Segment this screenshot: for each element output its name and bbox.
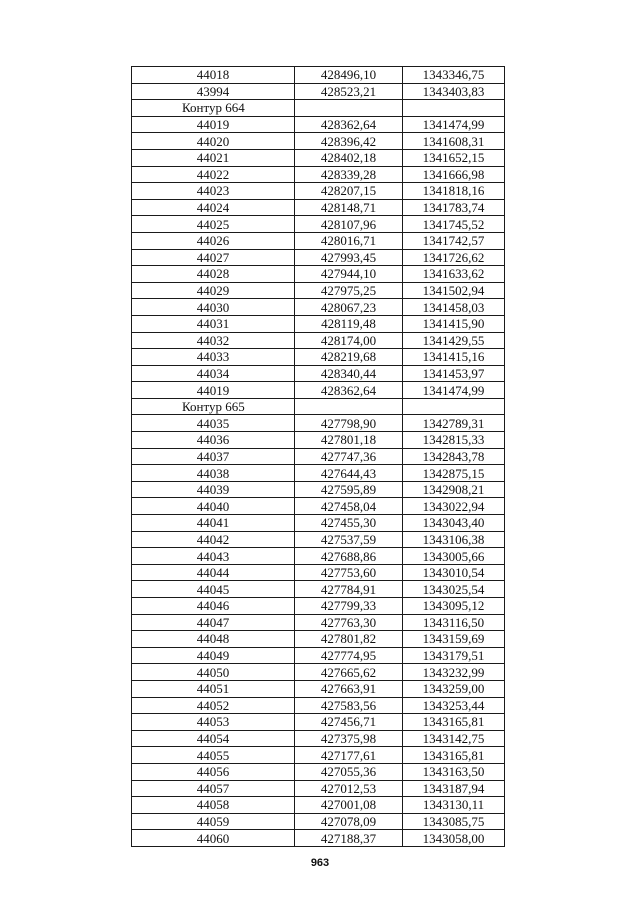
x-coordinate-cell [295,100,403,117]
x-coordinate-cell [295,398,403,415]
table-row [132,332,505,349]
y-coordinate-cell: 1342875,15 [403,465,505,482]
point-number-cell: 44056 [132,763,295,780]
point-number-cell: 44021 [132,149,295,166]
table-row [132,531,505,548]
y-coordinate-cell: 1343187,94 [403,780,505,797]
point-number-cell: 44060 [132,830,295,847]
point-number-cell: 44043 [132,548,295,565]
x-coordinate-cell: 427665,62 [295,664,403,681]
table-row [132,813,505,830]
x-coordinate-cell: 427456,71 [295,714,403,731]
table-row [132,149,505,166]
point-number-cell: 44057 [132,780,295,797]
table-row [132,465,505,482]
y-coordinate-cell: 1343022,94 [403,498,505,515]
y-coordinate-cell: 1343043,40 [403,515,505,532]
coordinates-table-body [132,67,505,847]
x-coordinate-cell: 427595,89 [295,481,403,498]
contour-label-cell: Контур 664 [132,100,295,117]
y-coordinate-cell: 1342843,78 [403,448,505,465]
x-coordinate-cell: 428523,21 [295,83,403,100]
x-coordinate-cell: 427001,08 [295,797,403,814]
y-coordinate-cell: 1343159,69 [403,631,505,648]
point-number-cell: 44034 [132,365,295,382]
x-coordinate-cell: 427644,43 [295,465,403,482]
y-coordinate-cell: 1341415,16 [403,349,505,366]
x-coordinate-cell: 428016,71 [295,232,403,249]
point-number-cell: 44053 [132,714,295,731]
point-number-cell: 44047 [132,614,295,631]
y-coordinate-cell: 1343025,54 [403,581,505,598]
point-number-cell: 44026 [132,232,295,249]
y-coordinate-cell: 1341633,62 [403,266,505,283]
x-coordinate-cell: 427537,59 [295,531,403,548]
point-number-cell: 44030 [132,299,295,316]
point-number-cell: 43994 [132,83,295,100]
x-coordinate-cell: 427583,56 [295,697,403,714]
x-coordinate-cell: 427944,10 [295,266,403,283]
table-row [132,631,505,648]
y-coordinate-cell: 1341453,97 [403,365,505,382]
table-row [132,315,505,332]
point-number-cell: 44025 [132,216,295,233]
point-number-cell: 44050 [132,664,295,681]
y-coordinate-cell: 1343085,75 [403,813,505,830]
y-coordinate-cell: 1343106,38 [403,531,505,548]
table-row [132,282,505,299]
table-row [132,349,505,366]
x-coordinate-cell: 428219,68 [295,349,403,366]
table-row [132,365,505,382]
point-number-cell: 44058 [132,797,295,814]
table-row [132,581,505,598]
point-number-cell: 44046 [132,598,295,615]
table-row [132,498,505,515]
x-coordinate-cell: 427774,95 [295,647,403,664]
x-coordinate-cell: 427798,90 [295,415,403,432]
table-row [132,166,505,183]
point-number-cell: 44027 [132,249,295,266]
point-number-cell: 44041 [132,515,295,532]
x-coordinate-cell: 428148,71 [295,199,403,216]
x-coordinate-cell: 427458,04 [295,498,403,515]
point-number-cell: 44037 [132,448,295,465]
table-row [132,680,505,697]
point-number-cell: 44052 [132,697,295,714]
table-row [132,232,505,249]
table-row [132,481,505,498]
table-row [132,564,505,581]
point-number-cell: 44044 [132,564,295,581]
point-number-cell: 44028 [132,266,295,283]
table-row [132,763,505,780]
x-coordinate-cell: 428207,15 [295,183,403,200]
y-coordinate-cell: 1342815,33 [403,432,505,449]
point-number-cell: 44059 [132,813,295,830]
table-row [132,515,505,532]
x-coordinate-cell: 427784,91 [295,581,403,598]
x-coordinate-cell: 428339,28 [295,166,403,183]
table-row [132,249,505,266]
x-coordinate-cell: 427753,60 [295,564,403,581]
y-coordinate-cell: 1341652,15 [403,149,505,166]
x-coordinate-cell: 427078,09 [295,813,403,830]
point-number-cell: 44019 [132,382,295,399]
x-coordinate-cell: 428067,23 [295,299,403,316]
table-row [132,664,505,681]
y-coordinate-cell: 1341608,31 [403,133,505,150]
point-number-cell: 44029 [132,282,295,299]
x-coordinate-cell: 427688,86 [295,548,403,565]
point-number-cell: 44022 [132,166,295,183]
y-coordinate-cell: 1343179,51 [403,647,505,664]
y-coordinate-cell: 1343232,99 [403,664,505,681]
y-coordinate-cell: 1341429,55 [403,332,505,349]
x-coordinate-cell: 427188,37 [295,830,403,847]
y-coordinate-cell: 1341474,99 [403,116,505,133]
table-row [132,747,505,764]
table-row [132,797,505,814]
y-coordinate-cell: 1343142,75 [403,730,505,747]
x-coordinate-cell: 427177,61 [295,747,403,764]
x-coordinate-cell: 427747,36 [295,448,403,465]
table-row [132,199,505,216]
x-coordinate-cell: 427455,30 [295,515,403,532]
x-coordinate-cell: 427012,53 [295,780,403,797]
table-row [132,697,505,714]
page-number: 963 [310,857,330,869]
point-number-cell: 44018 [132,67,295,84]
x-coordinate-cell: 427801,82 [295,631,403,648]
table-row [132,780,505,797]
point-number-cell: 44035 [132,415,295,432]
table-row [132,598,505,615]
table-row [132,133,505,150]
point-number-cell: 44033 [132,349,295,366]
y-coordinate-cell: 1341474,99 [403,382,505,399]
x-coordinate-cell: 427799,33 [295,598,403,615]
x-coordinate-cell: 428402,18 [295,149,403,166]
table-row [132,548,505,565]
y-coordinate-cell: 1341726,62 [403,249,505,266]
point-number-cell: 44054 [132,730,295,747]
y-coordinate-cell: 1341783,74 [403,199,505,216]
point-number-cell: 44039 [132,481,295,498]
y-coordinate-cell: 1341742,57 [403,232,505,249]
y-coordinate-cell: 1341818,16 [403,183,505,200]
x-coordinate-cell: 427801,18 [295,432,403,449]
x-coordinate-cell: 428119,48 [295,315,403,332]
x-coordinate-cell: 428362,64 [295,382,403,399]
contour-header-row [132,100,505,117]
y-coordinate-cell: 1343163,50 [403,763,505,780]
y-coordinate-cell [403,100,505,117]
y-coordinate-cell: 1343403,83 [403,83,505,100]
table-row [132,266,505,283]
x-coordinate-cell: 428496,10 [295,67,403,84]
table-row [132,432,505,449]
y-coordinate-cell: 1341745,52 [403,216,505,233]
point-number-cell: 44036 [132,432,295,449]
point-number-cell: 44023 [132,183,295,200]
y-coordinate-cell: 1343259,00 [403,680,505,697]
y-coordinate-cell: 1342789,31 [403,415,505,432]
x-coordinate-cell: 427763,30 [295,614,403,631]
y-coordinate-cell: 1343116,50 [403,614,505,631]
x-coordinate-cell: 428396,42 [295,133,403,150]
point-number-cell: 44040 [132,498,295,515]
x-coordinate-cell: 427055,36 [295,763,403,780]
table-row [132,183,505,200]
y-coordinate-cell: 1343165,81 [403,747,505,764]
y-coordinate-cell: 1343165,81 [403,714,505,731]
point-number-cell: 44045 [132,581,295,598]
y-coordinate-cell: 1341502,94 [403,282,505,299]
x-coordinate-cell: 428107,96 [295,216,403,233]
point-number-cell: 44042 [132,531,295,548]
contour-label-cell: Контур 665 [132,398,295,415]
point-number-cell: 44055 [132,747,295,764]
x-coordinate-cell: 428362,64 [295,116,403,133]
y-coordinate-cell: 1343130,11 [403,797,505,814]
table-row [132,83,505,100]
table-row [132,216,505,233]
point-number-cell: 44038 [132,465,295,482]
y-coordinate-cell: 1343346,75 [403,67,505,84]
y-coordinate-cell: 1342908,21 [403,481,505,498]
table-row [132,714,505,731]
y-coordinate-cell: 1343253,44 [403,697,505,714]
point-number-cell: 44024 [132,199,295,216]
x-coordinate-cell: 427975,25 [295,282,403,299]
y-coordinate-cell: 1343010,54 [403,564,505,581]
table-row [132,67,505,84]
table-row [132,448,505,465]
x-coordinate-cell: 427993,45 [295,249,403,266]
table-row [132,382,505,399]
table-row [132,614,505,631]
y-coordinate-cell: 1343005,66 [403,548,505,565]
point-number-cell: 44048 [132,631,295,648]
point-number-cell: 44031 [132,315,295,332]
x-coordinate-cell: 427375,98 [295,730,403,747]
point-number-cell: 44051 [132,680,295,697]
y-coordinate-cell: 1341415,90 [403,315,505,332]
y-coordinate-cell: 1343095,12 [403,598,505,615]
point-number-cell: 44049 [132,647,295,664]
table-row [132,830,505,847]
table-row [132,647,505,664]
table-row [132,299,505,316]
y-coordinate-cell: 1341666,98 [403,166,505,183]
table-row [132,116,505,133]
x-coordinate-cell: 428340,44 [295,365,403,382]
table-row [132,415,505,432]
y-coordinate-cell: 1343058,00 [403,830,505,847]
y-coordinate-cell [403,398,505,415]
y-coordinate-cell: 1341458,03 [403,299,505,316]
x-coordinate-cell: 427663,91 [295,680,403,697]
contour-header-row [132,398,505,415]
table-row [132,730,505,747]
x-coordinate-cell: 428174,00 [295,332,403,349]
point-number-cell: 44019 [132,116,295,133]
coordinates-table [131,66,505,847]
point-number-cell: 44020 [132,133,295,150]
point-number-cell: 44032 [132,332,295,349]
